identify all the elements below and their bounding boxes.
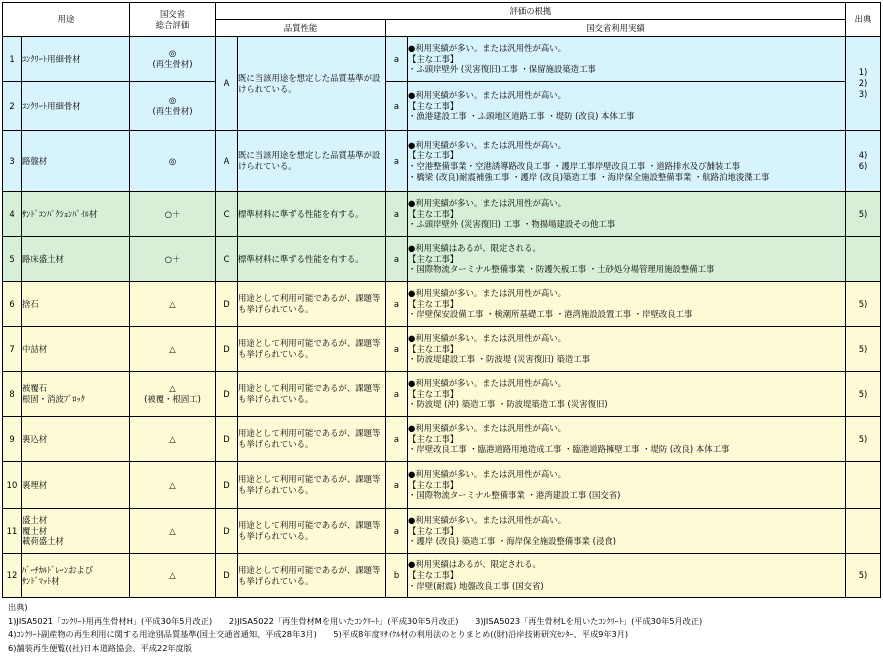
row-number: 10	[3, 462, 22, 509]
record-line: ●利用実績が多い。または汎用性が高い。	[408, 468, 567, 479]
record-line: ・国際物流ターミナル整備事業 ・防護矢板工事 ・土砂処分場管理用施設整備工事	[408, 264, 715, 275]
use-name: ｺﾝｸﾘｰﾄ用細骨材	[22, 100, 81, 111]
record-line: 【主な工事】	[408, 53, 459, 64]
quality-grade: D	[216, 327, 238, 372]
record-cell	[408, 37, 846, 82]
rating-cell	[130, 462, 216, 509]
use-name: 盛土材	[22, 514, 48, 525]
source-cell: 5)	[846, 282, 881, 327]
use-cell	[22, 131, 130, 192]
evaluation-table	[2, 2, 881, 598]
rating-cell	[130, 131, 216, 192]
row-number: 1	[3, 37, 22, 82]
source-ref: 1)	[858, 67, 868, 78]
quality-text: 用途として利用可能であるが、課題等も挙げられている。	[238, 327, 386, 372]
record-line: ●利用実績はあるが、限定される。	[408, 242, 541, 253]
record-grade: a	[386, 237, 408, 282]
source-ref: 4)	[858, 150, 868, 161]
record-cell	[408, 462, 846, 509]
record-line: ●利用実績が多い。または汎用性が高い。	[408, 514, 567, 525]
use-name: 裏込材	[22, 433, 48, 444]
use-name: ﾊﾞｰﾁｶﾙﾄﾞﾚｰﾝおよび	[22, 564, 94, 575]
row-number: 11	[3, 509, 22, 554]
record-grade: a	[386, 509, 408, 554]
record-grade: a	[386, 131, 408, 192]
record-grade: a	[386, 462, 408, 509]
source-cell	[846, 37, 881, 131]
use-name: ｻﾝﾄﾞﾏｯﾄ材	[22, 575, 60, 586]
record-line: ・漁港建設工事 ・ふ頭地区道路工事 ・堤防 (改良) 本体工事	[408, 111, 635, 122]
record-line: 【主な工事】	[408, 253, 459, 264]
rating-cell	[130, 372, 216, 417]
record-line: 【主な工事】	[408, 479, 459, 490]
header-overall-rating	[130, 3, 216, 37]
row-number: 2	[3, 82, 22, 131]
notes-row	[8, 628, 716, 642]
quality-grade: D	[216, 372, 238, 417]
rating-cell	[130, 82, 216, 131]
table-row	[3, 327, 881, 372]
row-number: 3	[3, 131, 22, 192]
header-quality: 品質性能	[216, 20, 386, 37]
use-name: 根固・消波ﾌﾞﾛｯｸ	[22, 394, 85, 404]
source-ref: 6)	[858, 161, 868, 171]
note-6: 6)舗装再生便覧((社)日本道路協会、平成22年度版	[8, 642, 192, 653]
rating-symbol: △	[169, 343, 176, 354]
use-cell	[22, 37, 130, 82]
source-ref: 2)	[858, 78, 868, 89]
rating-symbol: ◎	[168, 48, 177, 59]
record-grade: b	[386, 554, 408, 598]
rating-cell	[130, 554, 216, 598]
quality-grade: D	[216, 554, 238, 598]
record-line: 【主な工事】	[408, 100, 459, 111]
record-line: ●利用実績が多い。または汎用性が高い。	[408, 422, 567, 433]
record-line: ●利用実績が多い。または汎用性が高い。	[408, 42, 567, 53]
source-cell	[846, 237, 881, 282]
record-grade: a	[386, 82, 408, 131]
table-row	[3, 82, 881, 131]
record-line: ・岸壁改良工事 ・臨港道路用地造成工事 ・臨港道路擁壁工事 ・堤防 (改良) 本体工事	[408, 444, 730, 455]
source-cell: 5)	[846, 192, 881, 237]
row-number: 8	[3, 372, 22, 417]
header-use: 用途	[3, 3, 130, 37]
table-row	[3, 554, 881, 598]
table-row	[3, 462, 881, 509]
use-cell	[22, 462, 130, 509]
source-notes	[8, 601, 716, 655]
row-number: 5	[3, 237, 22, 282]
row-number: 4	[3, 192, 22, 237]
use-name: 覆土材	[22, 525, 48, 536]
record-line: ●利用実績が多い。または汎用性が高い。	[408, 197, 567, 208]
record-cell	[408, 417, 846, 462]
quality-grade: D	[216, 417, 238, 462]
row-number: 6	[3, 282, 22, 327]
record-line: ・ふ頭岸壁外 (災害復旧) 工事 ・物揚場建設その他工事	[408, 219, 616, 230]
use-name: 載荷盛土材	[22, 536, 64, 547]
use-cell	[22, 282, 130, 327]
use-name: 捨石	[22, 298, 39, 309]
use-cell	[22, 192, 130, 237]
record-line: ・防波堤 (沖) 築造工事 ・防波堤築造工事 (災害復旧)	[408, 399, 608, 410]
rating-symbol: △	[169, 525, 176, 536]
header-overall-line2: 総合評価	[155, 19, 190, 30]
quality-text: 標準材料に準ずる性能を有する。	[238, 192, 386, 237]
record-cell	[408, 554, 846, 598]
rating-symbol: ○＋	[164, 208, 181, 219]
table-row	[3, 192, 881, 237]
record-line: ●利用実績が多い。または汎用性が高い。	[408, 332, 567, 343]
quality-text: 既に当該用途を想定した品質基準が設けられている。	[238, 37, 386, 131]
record-line: 【主な工事】	[408, 525, 459, 536]
quality-text: 既に当該用途を想定した品質基準が設けられている。	[238, 131, 386, 192]
record-cell	[408, 131, 846, 192]
rating-sub: (再生骨材)	[152, 106, 193, 116]
header-source: 出典	[846, 3, 881, 37]
record-line: 【主な工事】	[408, 298, 459, 309]
use-name: ｺﾝｸﾘｰﾄ用細骨材	[22, 53, 81, 64]
record-cell	[408, 509, 846, 554]
row-number: 7	[3, 327, 22, 372]
record-grade: a	[386, 282, 408, 327]
source-cell	[846, 131, 881, 192]
record-cell	[408, 282, 846, 327]
table-row	[3, 131, 881, 192]
record-line: ●利用実績が多い。または汎用性が高い。	[408, 377, 567, 388]
rating-cell	[130, 417, 216, 462]
quality-grade: C	[216, 192, 238, 237]
row-number: 12	[3, 554, 22, 598]
use-name: 被覆石	[22, 383, 48, 394]
rating-symbol: ○＋	[164, 253, 181, 264]
use-cell	[22, 372, 130, 417]
record-grade: a	[386, 417, 408, 462]
record-line: ●利用実績が多い。または汎用性が高い。	[408, 287, 567, 298]
note-4: 4)ｺﾝｸﾘｰﾄ副産物の再生利用に関する用途別品質基準(国土交通省通知、平成28年3月)	[8, 629, 317, 640]
row-number: 9	[3, 417, 22, 462]
note-5: 5)平成8年度ﾘｻｲｸﾙ材の利用法のとりまとめ((財)沿岸技術研究ｾﾝﾀｰ、平成9年3月)	[333, 629, 629, 640]
record-line: 【主な工事】	[408, 433, 459, 444]
note-1: 1)JISA5021「ｺﾝｸﾘｰﾄ用再生骨材H」(平成30年5月改正)	[8, 615, 213, 626]
use-cell	[22, 417, 130, 462]
record-cell	[408, 237, 846, 282]
quality-text: 用途として利用可能であるが、課題等も挙げられている。	[238, 417, 386, 462]
record-line: ・橋梁 (改良)耐震補強工事 ・護岸 (改良)築造工事 ・海岸保全施設整備事業 ・航路泊地浚渫工事	[408, 171, 770, 182]
quality-grade: C	[216, 237, 238, 282]
record-cell	[408, 82, 846, 131]
record-line: 【主な工事】	[408, 208, 459, 219]
source-cell: 5)	[846, 327, 881, 372]
rating-symbol: ◎	[168, 95, 177, 106]
quality-text: 用途として利用可能であるが、課題等も挙げられている。	[238, 509, 386, 554]
record-line: ●利用実績が多い。または汎用性が高い。	[408, 139, 567, 150]
quality-text: 用途として利用可能であるが、課題等も挙げられている。	[238, 282, 386, 327]
note-3: 3)JISA5023「再生骨材Lを用いたｺﾝｸﾘｰﾄ」(平成30年5月改正)	[475, 615, 703, 626]
rating-symbol: △	[169, 383, 176, 394]
quality-grade: D	[216, 462, 238, 509]
source-cell	[846, 462, 881, 509]
use-cell	[22, 554, 130, 598]
rating-symbol: △	[169, 479, 176, 490]
quality-text: 用途として利用可能であるが、課題等も挙げられている。	[238, 462, 386, 509]
source-cell: 5)	[846, 554, 881, 598]
rating-cell	[130, 509, 216, 554]
use-name: 中詰材	[22, 343, 48, 354]
header-overall-line1: 国交省	[159, 8, 186, 19]
table-row	[3, 237, 881, 282]
use-name: 路盤材	[22, 155, 48, 166]
header-row-1	[3, 3, 881, 20]
header-basis: 評価の根拠	[216, 3, 846, 20]
quality-grade: A	[216, 131, 238, 192]
record-cell	[408, 192, 846, 237]
record-line: ・ふ頭岸壁外 (災害復旧)工事 ・保留施設築造工事	[408, 64, 596, 75]
quality-text: 用途として利用可能であるが、課題等も挙げられている。	[238, 554, 386, 598]
record-cell	[408, 327, 846, 372]
record-line: 【主な工事】	[408, 150, 459, 161]
record-cell	[408, 372, 846, 417]
source-cell	[846, 509, 881, 554]
table-row	[3, 509, 881, 554]
rating-symbol: △	[169, 570, 176, 581]
record-line: ●利用実績が多い。または汎用性が高い。	[408, 89, 567, 100]
rating-symbol: ◎	[168, 155, 177, 166]
rating-sub: (再生骨材)	[152, 59, 193, 69]
use-cell	[22, 327, 130, 372]
record-line: ・岸壁(耐震) 地盤改良工事 (国交省)	[408, 580, 544, 591]
table-row	[3, 372, 881, 417]
rating-cell	[130, 237, 216, 282]
note-2: 2)JISA5022「再生骨材Mを用いたｺﾝｸﾘｰﾄ」(平成30年5月改正)	[228, 615, 459, 626]
rating-cell	[130, 192, 216, 237]
record-line: ・護岸 (改良) 築造工事 ・海岸保全施設整備事業 (浸食)	[408, 536, 616, 547]
source-cell: 5)	[846, 417, 881, 462]
rating-cell	[130, 282, 216, 327]
quality-grade: D	[216, 282, 238, 327]
rating-cell	[130, 327, 216, 372]
use-name: ｻﾝﾄﾞｺﾝﾊﾟｸｼｮﾝﾊﾟｲﾙ材	[22, 208, 98, 219]
header-mlit-record: 国交省利用実績	[386, 20, 846, 37]
record-line: ・国際物流ターミナル整備事業 ・港湾建設工事 (国交省)	[408, 490, 621, 501]
notes-row	[8, 615, 716, 629]
rating-sub: (被覆・根固工)	[144, 394, 201, 404]
quality-text: 標準材料に準ずる性能を有する。	[238, 237, 386, 282]
use-cell	[22, 509, 130, 554]
table-row	[3, 417, 881, 462]
source-ref: 3)	[858, 88, 868, 99]
table-row	[3, 37, 881, 82]
use-name: 路床盛土材	[22, 253, 64, 264]
use-cell	[22, 82, 130, 131]
rating-symbol: △	[169, 298, 176, 309]
record-line: 【主な工事】	[408, 570, 459, 581]
record-line: ●利用実績はあるが、限定される。	[408, 559, 541, 570]
record-grade: a	[386, 192, 408, 237]
record-line: 【主な工事】	[408, 343, 459, 354]
record-line: ・空港整備事業・空港誘導路改良工事 ・護岸工事岸壁改良工事 ・道路排水及び舗装工事	[408, 161, 740, 171]
record-line: ・防波堤建設工事 ・防波堤 (災害復旧) 築造工事	[408, 354, 591, 365]
record-grade: a	[386, 372, 408, 417]
quality-grade: A	[216, 37, 238, 131]
rating-cell	[130, 37, 216, 82]
table-row	[3, 282, 881, 327]
record-grade: a	[386, 37, 408, 82]
use-name: 裏埋材	[22, 479, 48, 490]
quality-text: 用途として利用可能であるが、課題等も挙げられている。	[238, 372, 386, 417]
record-line: ・岸壁保安設備工事 ・検潮所基礎工事 ・港湾施設設置工事 ・岸壁改良工事	[408, 309, 693, 320]
source-cell: 5)	[846, 372, 881, 417]
record-grade: a	[386, 327, 408, 372]
use-cell	[22, 237, 130, 282]
quality-grade: D	[216, 509, 238, 554]
rating-symbol: △	[169, 433, 176, 444]
record-line: 【主な工事】	[408, 388, 459, 399]
notes-title: 出典)	[8, 602, 28, 612]
